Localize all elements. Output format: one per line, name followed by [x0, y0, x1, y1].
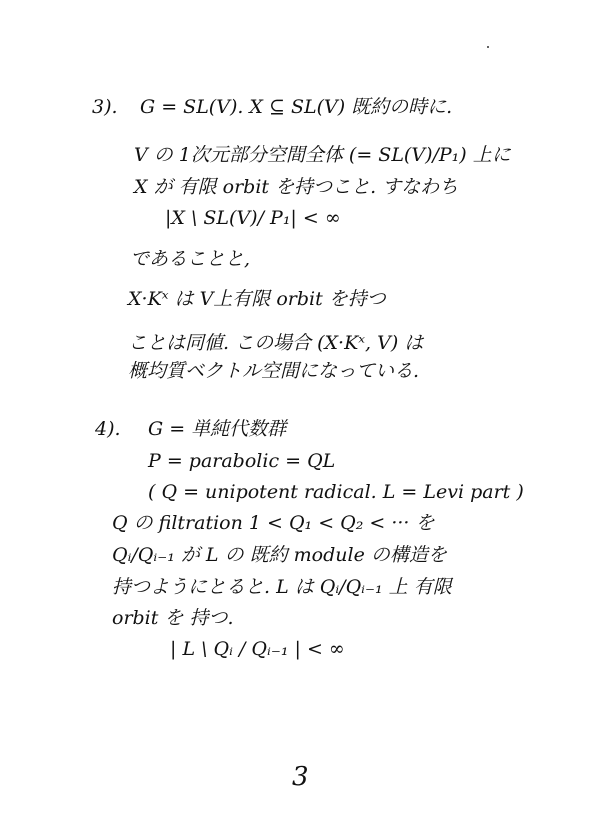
section-3-formula: |X \ SL(V)/ P₁| < ∞ — [165, 207, 341, 229]
section-4-line-5: Qᵢ/Qᵢ₋₁ が L の 既約 module の構造を — [112, 544, 447, 566]
section-3-line-2: V の 1次元部分空間全体 (= SL(V)/P₁) 上に — [134, 144, 511, 166]
section-4-line-3: ( Q = unipotent radical. L = Levi part ) — [148, 481, 524, 503]
section-4-line-1: G = 単純代数群 — [148, 418, 287, 440]
speck-mark — [487, 46, 489, 48]
section-4-label: 4). — [95, 418, 121, 440]
section-3-line-5: であることと, — [130, 248, 251, 270]
section-3-line-1: G = SL(V). X ⊆ SL(V) 既約の時に. — [140, 96, 453, 118]
section-3-line-8: 概均質ベクトル空間になっている. — [128, 360, 420, 382]
section-4-formula: | L \ Qᵢ / Qᵢ₋₁ | < ∞ — [170, 638, 345, 660]
section-4-line-6: 持つようにとると. L は Qᵢ/Qᵢ₋₁ 上 有限 — [112, 576, 452, 598]
section-4-line-4: Q の filtration 1 < Q₁ < Q₂ < ··· を — [112, 512, 435, 534]
section-4-line-7: orbit を 持つ. — [112, 607, 234, 629]
section-4-line-2: P = parabolic = QL — [148, 450, 336, 472]
section-3-label: 3). — [92, 96, 118, 118]
page-number: 3 — [292, 762, 309, 792]
section-3-line-6: X·Kˣ は V上有限 orbit を持つ — [128, 288, 386, 310]
section-3-line-3: X が 有限 orbit を持つこと. すなわち — [134, 176, 459, 198]
section-3-line-7: ことは同値. この場合 (X·Kˣ, V) は — [128, 332, 424, 354]
